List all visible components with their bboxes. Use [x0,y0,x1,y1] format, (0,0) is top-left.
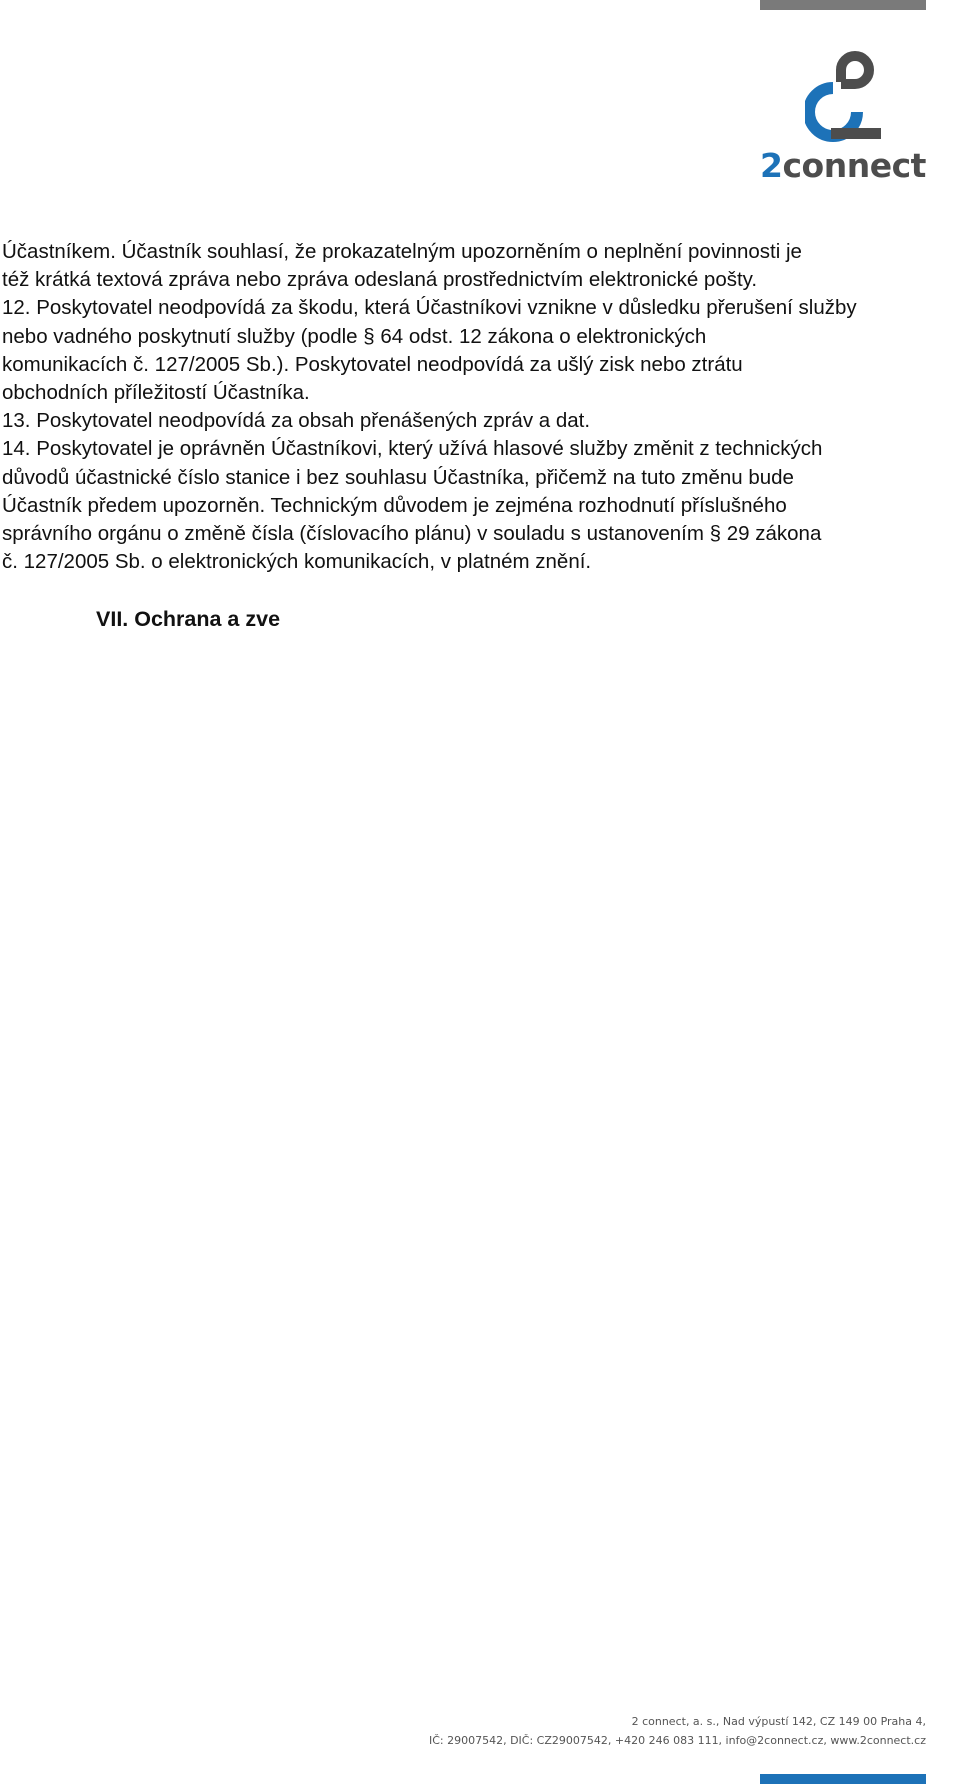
company-logo [760,50,926,190]
footer-accent-bar [760,1774,926,1784]
body-line: též krátká textová zpráva nebo zpráva odeslaná prostřednictvím elektronické pošty. [2,268,758,292]
body-line: správního orgánu o změně čísla (číslovacího plánu) v souladu s ustanovením § 29 zákona [2,522,822,546]
footer-contact: IČ: 29007542, DIČ: CZ29007542, +420 246 083 111, info@2connect.cz, www.2connect.cz [428,1734,926,1747]
body-line: důvodů účastnické číslo stanice i bez souhlasu Účastníka, přičemž na tuto změnu bude [2,465,794,489]
body-line: 12. Poskytovatel neodpovídá za škodu, která Účastníkovi vznikne v důsledku přerušení služby [2,296,857,320]
body-line: 13. Poskytovatel neodpovídá za obsah přenášených zpráv a dat. [2,409,591,433]
2connect-symbol-icon [805,50,881,142]
logo-word: connect [782,146,926,185]
logo-wordmark [760,148,926,184]
logo-number: 2 [760,146,783,185]
body-line: nebo vadného poskytnutí služby (podle § 64 odst. 12 zákona o elektronických [2,324,707,348]
body-line: obchodních příležitostí Účastníka. [2,381,310,405]
body-line: č. 127/2005 Sb. o elektronických komunikacích, v platném znění. [2,550,592,574]
body-line: komunikacích č. 127/2005 Sb.). Poskytovatel neodpovídá za ušlý zisk nebo ztrátu [2,352,743,376]
body-line: Účastník předem upozorněn. Technickým důvodem je zejména rozhodnutí příslušného [2,493,787,517]
header-accent-bar [760,0,926,10]
section-heading: VII. Ochrana a zve [96,607,281,631]
body-line: 14. Poskytovatel je oprávněn Účastníkovi, který užívá hlasové služby změnit z technických [2,437,823,461]
footer-address: 2 connect, a. s., Nad výpustí 142, CZ 149 00 Praha 4, [631,1715,926,1728]
document-body [2,238,957,576]
footer [429,1712,926,1750]
body-line: Účastníkem. Účastník souhlasí, že prokazatelným upozorněním o neplnění povinnosti je [2,240,802,263]
